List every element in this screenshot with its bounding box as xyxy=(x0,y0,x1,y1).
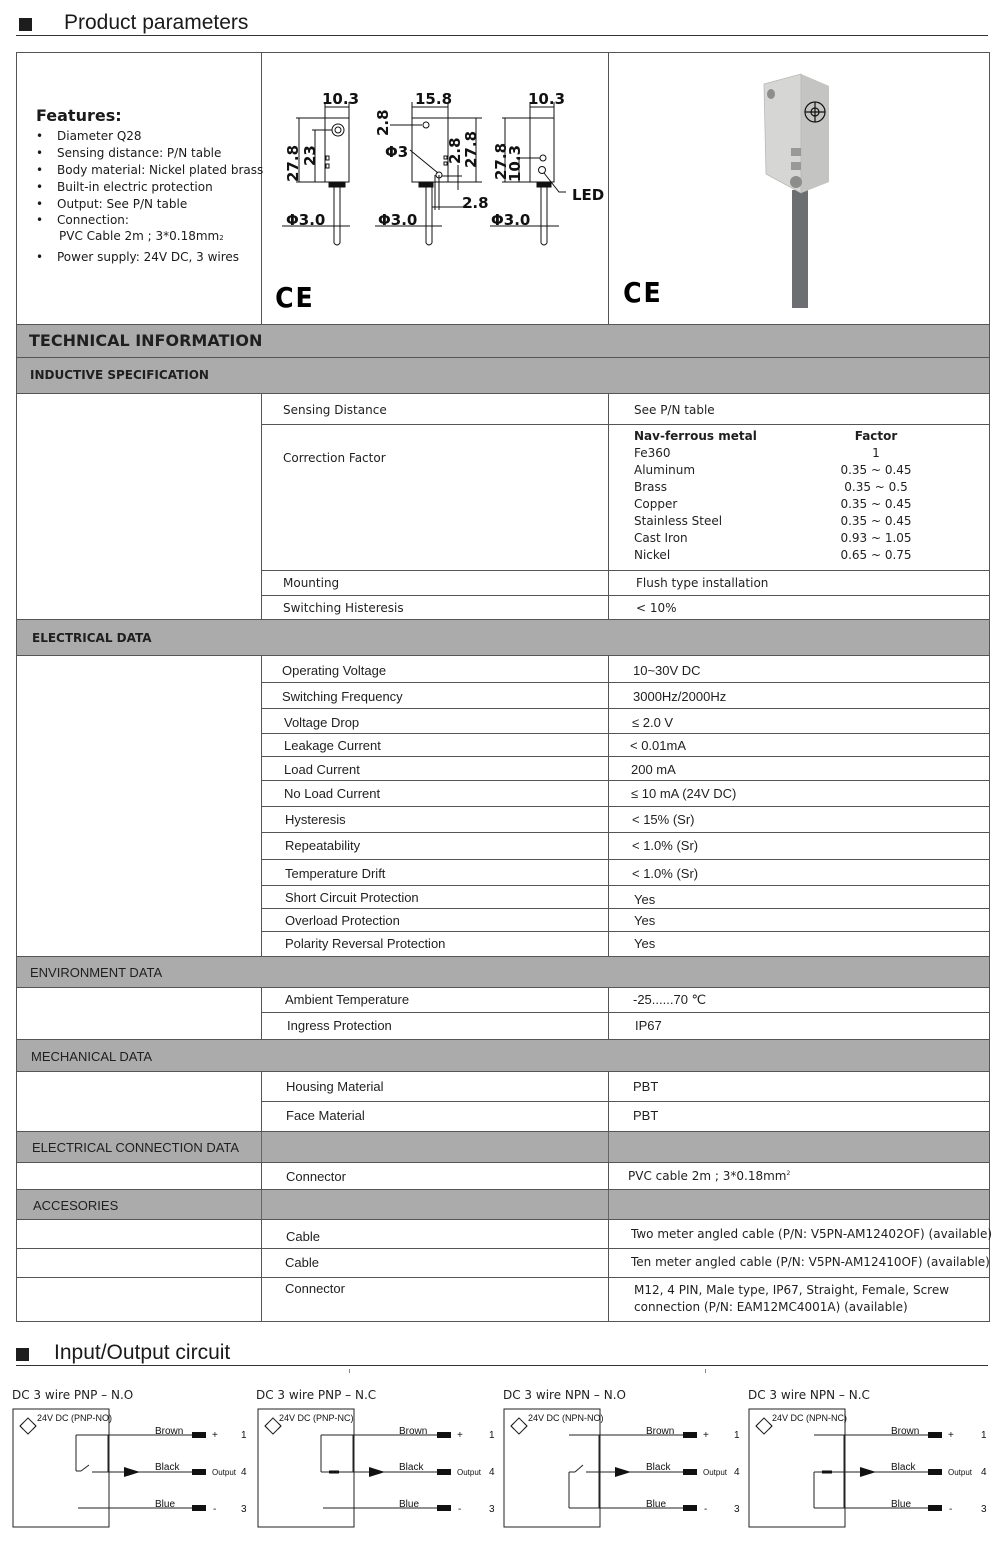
svg-text:Blue: Blue xyxy=(646,1499,667,1510)
dim-label: Φ3.0 xyxy=(286,211,326,229)
spec-label: Correction Factor xyxy=(283,451,386,465)
spec-value: PVC cable 2m ; $3*0.18mm^2$ xyxy=(628,1169,791,1183)
svg-text:Blue: Blue xyxy=(399,1499,420,1510)
spec-label: Short Circuit Protection xyxy=(285,890,419,905)
svg-text:Black: Black xyxy=(646,1462,671,1473)
spec-label: Temperature Drift xyxy=(285,866,386,881)
spec-value: 10~30V DC xyxy=(633,663,701,678)
svg-text:1: 1 xyxy=(241,1430,247,1441)
tech-info-band xyxy=(17,325,989,357)
divider xyxy=(17,1162,989,1163)
divider xyxy=(261,832,989,833)
divider xyxy=(261,733,989,734)
spec-value: ≤ 10 mA (24V DC) xyxy=(631,786,737,801)
accessory-value-line1: M12, 4 PIN, Male type, IP67, Straight, Female, Screw xyxy=(634,1283,950,1297)
svg-text:24V DC (NPN-NC): 24V DC (NPN-NC) xyxy=(772,1413,848,1423)
spec-label: Ingress Protection xyxy=(287,1018,392,1033)
svg-text:-: - xyxy=(949,1504,953,1515)
divider xyxy=(261,570,989,571)
svg-text:4: 4 xyxy=(734,1467,740,1478)
accessory-label: Cable xyxy=(286,1229,320,1244)
svg-text:Black: Black xyxy=(155,1462,180,1473)
spec-value: -25......70 ℃ xyxy=(633,992,707,1007)
spec-label: Sensing Distance xyxy=(283,403,387,417)
spec-label: No Load Current xyxy=(284,786,381,801)
product-photo xyxy=(608,52,990,324)
svg-text:Brown: Brown xyxy=(155,1426,184,1437)
svg-text:Output: Output xyxy=(212,1468,237,1477)
factor-header: Nav-ferrous metal Factor xyxy=(634,429,898,443)
dim-label: 2.8 xyxy=(462,194,489,212)
spec-value: < 1.0% (Sr) xyxy=(632,838,699,853)
factor-row: Cast Iron 0.93 ~ 1.05 xyxy=(634,531,912,545)
spec-label: Connector xyxy=(286,1169,346,1184)
divider xyxy=(261,931,989,932)
dim-label: Φ3 xyxy=(385,143,409,161)
feature-item: • Sensing distance: P/N table xyxy=(36,145,263,162)
environment-band xyxy=(17,957,989,987)
divider xyxy=(261,859,989,860)
svg-text:-: - xyxy=(458,1504,462,1515)
mechanical-title: MECHANICAL DATA xyxy=(31,1049,153,1064)
factor-row: Brass 0.35 ~ 0.5 xyxy=(634,480,908,494)
svg-text:4: 4 xyxy=(981,1467,987,1478)
svg-text:3: 3 xyxy=(489,1504,495,1515)
spec-value: IP67 xyxy=(635,1018,662,1033)
feature-item: • Built-in electric protection xyxy=(36,179,263,196)
spec-label: Switching Histeresis xyxy=(283,601,404,615)
spec-label: Hysteresis xyxy=(285,812,346,827)
svg-text:-: - xyxy=(213,1504,217,1515)
spec-label: Leakage Current xyxy=(284,738,381,753)
svg-text:4: 4 xyxy=(241,1467,247,1478)
divider xyxy=(261,908,989,909)
divider xyxy=(261,424,989,425)
divider xyxy=(17,1248,989,1249)
feature-item: • Connection: xyxy=(36,213,263,228)
dim-label: 2.8 xyxy=(374,109,392,136)
svg-text:3: 3 xyxy=(981,1504,987,1515)
divider xyxy=(17,1277,989,1278)
divider xyxy=(261,1132,262,1162)
svg-text:Black: Black xyxy=(891,1462,916,1473)
divider xyxy=(17,393,989,394)
svg-text:4: 4 xyxy=(489,1467,495,1478)
accessories-title: ACCESORIES xyxy=(33,1198,119,1213)
spec-value: 200 mA xyxy=(631,762,676,777)
divider xyxy=(261,595,989,596)
circuit-diagram-pnp-nc xyxy=(257,1408,497,1532)
accessory-value: Two meter angled cable (P/N: V5PN-AM12402OF) (available) xyxy=(631,1227,993,1241)
feature-item-connection-detail: PVC Cable 2m ; 3*0.18mm2 xyxy=(59,229,224,243)
section-title: Product parameters xyxy=(64,11,249,34)
dim-label: 15.8 xyxy=(415,90,453,108)
circuit-title: DC 3 wire NPN – N.C xyxy=(748,1388,870,1402)
svg-text:24V DC (PNP-NC): 24V DC (PNP-NC) xyxy=(279,1413,354,1423)
circuit-title: DC 3 wire NPN – N.O xyxy=(503,1388,626,1402)
svg-text:+: + xyxy=(212,1430,218,1441)
spec-label: Polarity Reversal Protection xyxy=(285,936,446,951)
features-list xyxy=(36,106,263,266)
spec-label: Housing Material xyxy=(286,1079,384,1094)
feature-item: • Diameter Q28 xyxy=(36,128,263,145)
dim-label: 10.3 xyxy=(528,90,566,108)
spec-value: PBT xyxy=(633,1108,659,1123)
correction-factor-table xyxy=(634,429,934,565)
dim-label: 27.8 xyxy=(284,144,302,182)
dim-label: 2.8 xyxy=(446,137,464,164)
electrical-connection-band xyxy=(17,1132,989,1162)
divider xyxy=(608,393,609,619)
section-title: Input/Output circuit xyxy=(54,1341,231,1364)
ce-mark-icon: CE xyxy=(275,281,315,314)
circuit-diagram-npn-no xyxy=(503,1408,743,1532)
spec-value: Yes xyxy=(634,892,656,907)
circuit-diagram-npn-nc xyxy=(748,1408,998,1532)
svg-text:3: 3 xyxy=(734,1504,740,1515)
section-header-product-parameters xyxy=(16,12,988,36)
divider xyxy=(261,1190,262,1219)
feature-item: • Output: See P/N table xyxy=(36,196,263,213)
divider xyxy=(261,756,989,757)
svg-text:Output: Output xyxy=(703,1468,728,1477)
dim-label: Φ3.0 xyxy=(378,211,418,229)
mechanical-band xyxy=(17,1040,989,1071)
spec-value: ≤ 2.0 V xyxy=(632,715,674,730)
accessory-value-line2: connection (P/N: EAM12MC4001A) (available) xyxy=(634,1300,908,1314)
svg-text:+: + xyxy=(703,1430,709,1441)
spec-value: < 1.0% (Sr) xyxy=(632,866,699,881)
feature-item: • Power supply: 24V DC, 3 wires xyxy=(36,249,263,266)
dim-label: 10.3 xyxy=(322,90,360,108)
dim-label: 23 xyxy=(301,145,319,166)
electrical-connection-title: ELECTRICAL CONNECTION DATA xyxy=(32,1140,240,1155)
spec-label: Switching Frequency xyxy=(282,689,403,704)
svg-text:-: - xyxy=(704,1504,708,1515)
spec-label: Mounting xyxy=(283,576,340,590)
divider xyxy=(261,708,989,709)
inductive-band xyxy=(17,358,989,393)
divider xyxy=(261,987,262,1039)
accessory-label: Cable xyxy=(285,1255,319,1270)
svg-text:Output: Output xyxy=(948,1468,973,1477)
svg-text:Brown: Brown xyxy=(399,1426,428,1437)
svg-text:1: 1 xyxy=(734,1430,740,1441)
accessory-label: Connector xyxy=(285,1281,345,1296)
divider xyxy=(261,1101,989,1102)
tick-mark xyxy=(349,1369,350,1373)
spec-value: < 0.01mA xyxy=(630,738,687,753)
svg-text:Output: Output xyxy=(457,1468,482,1477)
svg-text:Brown: Brown xyxy=(646,1426,675,1437)
inductive-title: INDUCTIVE SPECIFICATION xyxy=(30,368,209,382)
spec-value: Flush type installation xyxy=(636,576,769,590)
svg-text:Blue: Blue xyxy=(155,1499,176,1510)
svg-text:Brown: Brown xyxy=(891,1426,920,1437)
divider xyxy=(17,987,989,988)
spec-label: Repeatability xyxy=(285,838,361,853)
section-header-io-circuit xyxy=(16,1342,988,1366)
divider xyxy=(261,1012,989,1013)
features-title: Features: xyxy=(36,106,122,125)
spec-value: 3000Hz/2000Hz xyxy=(633,689,727,704)
spec-value: < 15% (Sr) xyxy=(632,812,695,827)
tick-mark xyxy=(705,1369,706,1373)
svg-text:+: + xyxy=(457,1430,463,1441)
factor-row: Copper 0.35 ~ 0.45 xyxy=(634,497,912,511)
feature-item: • Body material: Nickel plated brass xyxy=(36,162,263,179)
divider xyxy=(17,1071,989,1072)
divider xyxy=(261,393,262,619)
dim-label: 10.3 xyxy=(506,144,524,182)
tech-info-title: TECHNICAL INFORMATION xyxy=(29,331,263,350)
environment-title: ENVIRONMENT DATA xyxy=(30,965,163,980)
factor-row: Fe360 1 xyxy=(634,446,880,460)
divider xyxy=(608,987,609,1039)
factor-row: Nickel 0.65 ~ 0.75 xyxy=(634,548,912,562)
accessory-value: Ten meter angled cable (P/N: V5PN-AM12410OF) (available) xyxy=(631,1255,990,1269)
dim-label: 27.8 xyxy=(492,142,510,180)
divider xyxy=(261,806,989,807)
spec-label: Voltage Drop xyxy=(284,715,360,730)
svg-text:Blue: Blue xyxy=(891,1499,912,1510)
spec-value: PBT xyxy=(633,1079,659,1094)
spec-label: Load Current xyxy=(284,762,360,777)
dim-label: 27.8 xyxy=(462,130,480,168)
divider xyxy=(261,780,989,781)
ce-mark-icon: CE xyxy=(623,276,663,309)
spec-label: Operating Voltage xyxy=(282,663,387,678)
led-label: LED xyxy=(572,186,605,204)
divider xyxy=(261,682,989,683)
circuit-diagram-pnp-no xyxy=(12,1408,252,1532)
svg-text:1: 1 xyxy=(489,1430,495,1441)
divider xyxy=(608,1190,609,1219)
divider xyxy=(608,1132,609,1162)
divider xyxy=(17,655,989,656)
electrical-band xyxy=(17,620,989,655)
accessories-band xyxy=(17,1190,989,1219)
spec-value: See P/N table xyxy=(634,403,715,417)
spec-value: Yes xyxy=(634,936,656,951)
square-bullet-icon xyxy=(16,1348,29,1361)
svg-text:24V DC (NPN-NO): 24V DC (NPN-NO) xyxy=(528,1413,604,1423)
square-bullet-icon xyxy=(19,18,32,31)
svg-text:Black: Black xyxy=(399,1462,424,1473)
svg-text:3: 3 xyxy=(241,1504,247,1515)
dimension-drawing xyxy=(262,80,608,250)
spec-label: Ambient Temperature xyxy=(285,992,410,1007)
dim-label: Φ3.0 xyxy=(491,211,531,229)
divider xyxy=(261,885,989,886)
divider xyxy=(17,1219,989,1220)
factor-row: Aluminum 0.35 ~ 0.45 xyxy=(634,463,912,477)
spec-value: Yes xyxy=(634,913,656,928)
svg-text:1: 1 xyxy=(981,1430,987,1441)
electrical-title: ELECTRICAL DATA xyxy=(32,631,152,645)
circuit-title: DC 3 wire PNP – N.O xyxy=(12,1388,134,1402)
factor-row: Stainless Steel 0.35 ~ 0.45 xyxy=(634,514,912,528)
spec-value: < 10% xyxy=(636,601,677,615)
spec-label: Face Material xyxy=(286,1108,365,1123)
circuit-title: DC 3 wire PNP – N.C xyxy=(256,1388,377,1402)
svg-text:24V DC (PNP-NO): 24V DC (PNP-NO) xyxy=(37,1413,113,1423)
spec-label: Overload Protection xyxy=(285,913,400,928)
svg-text:+: + xyxy=(948,1430,954,1441)
